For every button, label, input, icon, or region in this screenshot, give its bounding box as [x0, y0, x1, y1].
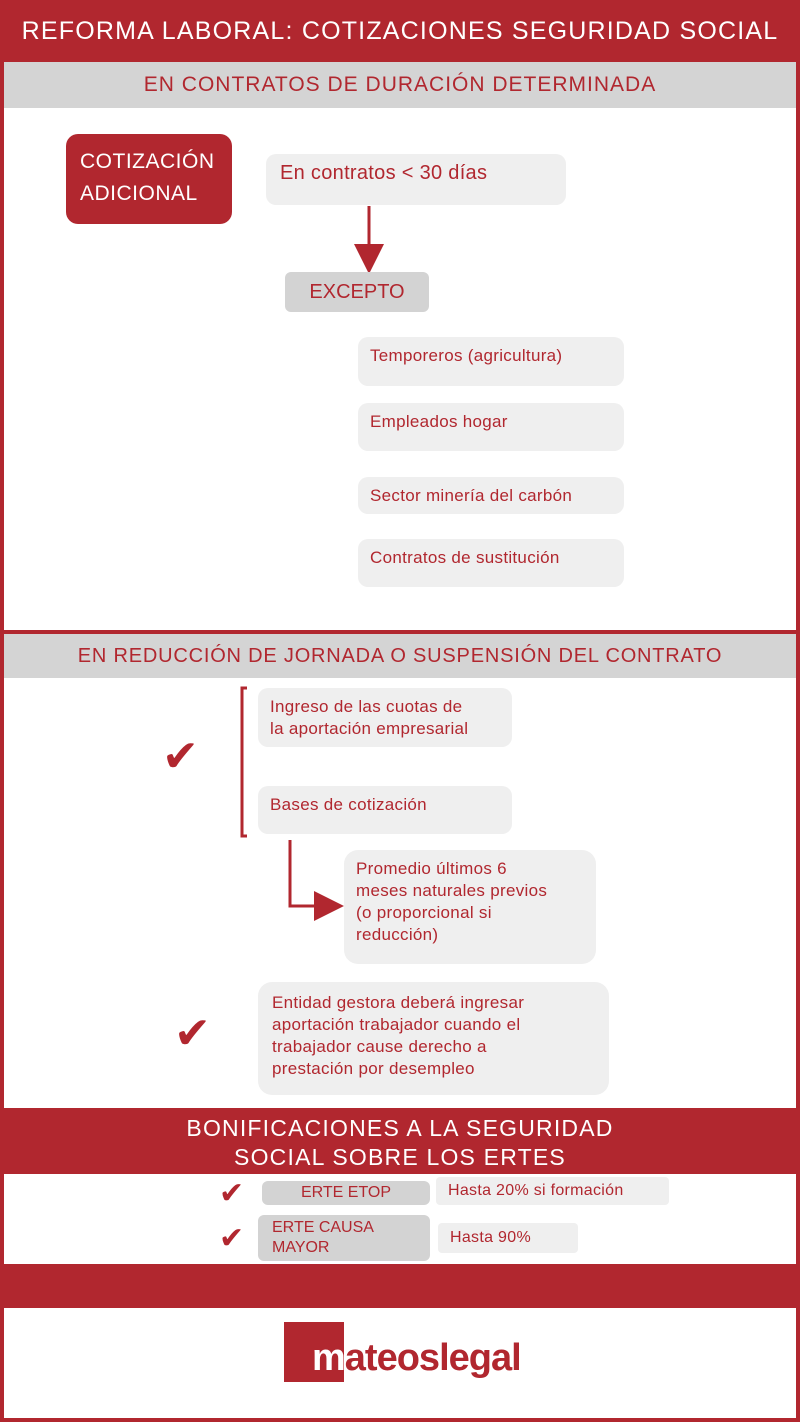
entidad-line: trabajador cause derecho a [272, 1037, 487, 1056]
logo-prefix: m [312, 1337, 345, 1379]
badge-line-1: COTIZACIÓN [80, 150, 215, 173]
promedio-line: reducción) [356, 925, 439, 944]
exception-item: Sector minería del carbón [358, 477, 624, 514]
promedio-line: Promedio últimos 6 [356, 859, 507, 878]
promedio-box [344, 850, 596, 964]
footer-band [0, 1264, 800, 1308]
exception-item: Empleados hogar [358, 403, 624, 451]
cuotas-line-2: la aportación empresarial [270, 719, 469, 738]
section-bonificaciones-title [0, 1108, 800, 1174]
erte-causa-mayor-value: Hasta 90% [438, 1223, 578, 1253]
check-icon: ✔ [174, 1009, 211, 1058]
exception-item: Contratos de sustitución [358, 539, 624, 587]
logo-rest: ateoslegal [344, 1337, 521, 1379]
section-duracion-determinada-title: EN CONTRATOS DE DURACIÓN DETERMINADA [0, 62, 800, 108]
excepto-label: EXCEPTO [285, 272, 429, 312]
erte-etop-label: ERTE ETOP [262, 1181, 430, 1205]
entidad-gestora-box [258, 982, 609, 1095]
condition-box: En contratos < 30 días [266, 154, 566, 205]
entidad-line: aportación trabajador cuando el [272, 1015, 521, 1034]
badge-line-2: ADICIONAL [80, 182, 198, 205]
bases-box: Bases de cotización [258, 786, 512, 834]
mateoslegal-logo [284, 1322, 524, 1386]
cuotas-box [258, 688, 512, 747]
check-icon: ✔ [162, 732, 199, 781]
bonificaciones-line-2: SOCIAL SOBRE LOS ERTES [234, 1144, 566, 1170]
exception-item: Temporeros (agricultura) [358, 337, 624, 386]
bracket-line [242, 688, 247, 836]
logo-text [312, 1336, 521, 1380]
promedio-line: (o proporcional si [356, 903, 492, 922]
page-title: REFORMA LABORAL: COTIZACIONES SEGURIDAD SOCIAL [0, 0, 800, 62]
section-reduccion-title: EN REDUCCIÓN DE JORNADA O SUSPENSIÓN DEL CONTRATO [0, 634, 800, 678]
cuotas-line-1: Ingreso de las cuotas de [270, 697, 463, 716]
erte-etop-value: Hasta 20% si formación [436, 1177, 669, 1205]
causa-mayor-line-2: MAYOR [272, 1239, 330, 1256]
arrow-to-promedio [290, 840, 332, 906]
causa-mayor-line-1: ERTE CAUSA [272, 1219, 374, 1236]
bonificaciones-line-1: BONIFICACIONES A LA SEGURIDAD [186, 1115, 614, 1141]
check-icon: ✔ [219, 1177, 245, 1210]
entidad-line: Entidad gestora deberá ingresar [272, 993, 525, 1012]
check-icon: ✔ [219, 1222, 245, 1255]
erte-causa-mayor-label [258, 1215, 430, 1261]
promedio-line: meses naturales previos [356, 881, 548, 900]
entidad-line: prestación por desempleo [272, 1059, 475, 1078]
